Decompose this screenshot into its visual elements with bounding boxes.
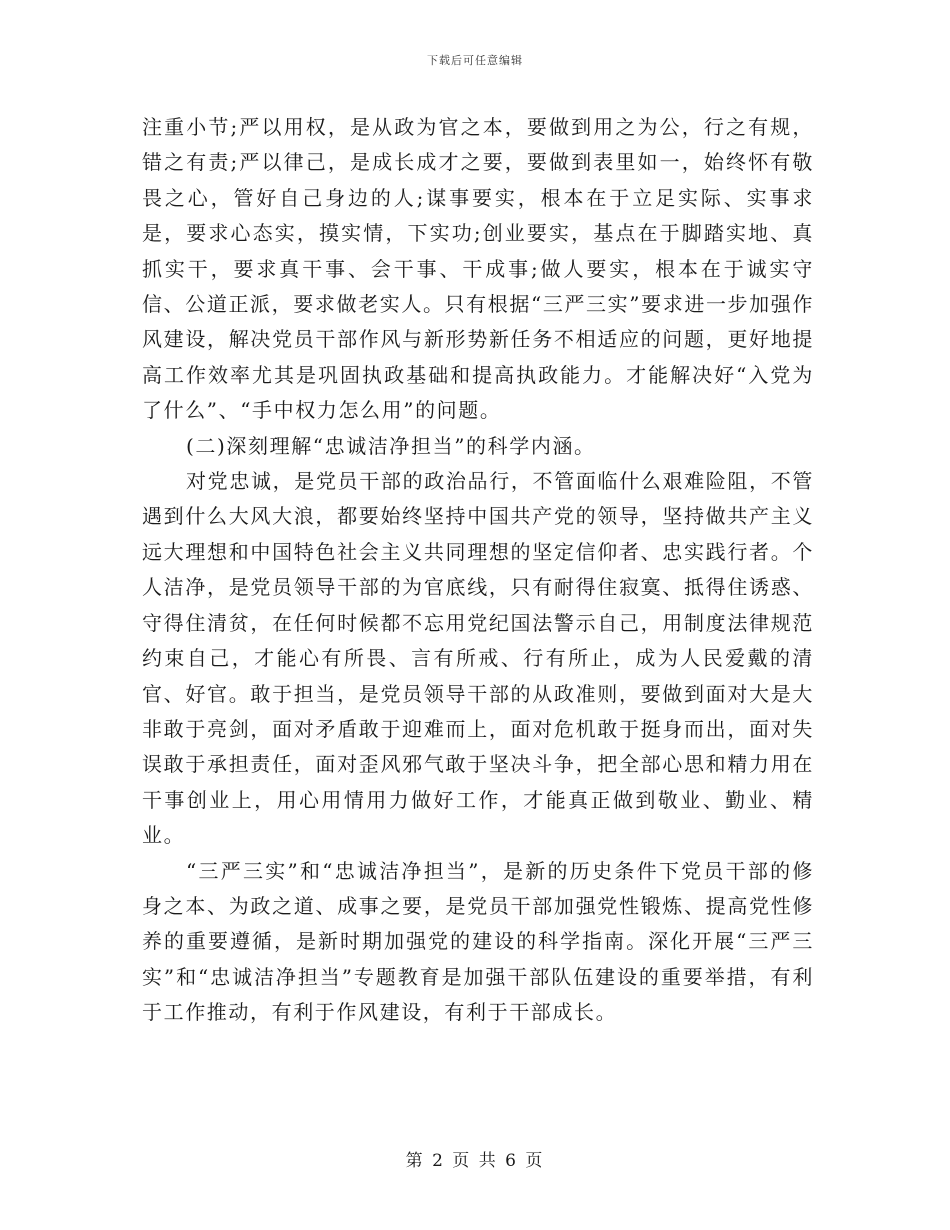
page-header: 下载后可任意编辑 (427, 54, 523, 67)
document-body (142, 110, 814, 1031)
body-paragraph-continued: 注重小节;严以用权，是从政为官之本，要做到用之为公，行之有规，错之有责;严以律己，是成长成才之要，要做到表里如一，始终怀有敬畏之心，管好自己身边的人;谋事要实，根本在于立足实际、实事求是，要求心态实，摸实情，下实功;创业要实，基点在于脚踏实地、真抓实干，要求真干事、会干事、干成事;做人要实，根本在于诚实守信、公道正派，要求做老实人。只有根据“三严三实”要求进一步加强作风建设，解决党员干部作风与新形势新任务不相适应的问题，更好地提高工作效率尤其是巩固执政基础和提高执政能力。才能解决好“入党为了什么”、“手中权力怎么用”的问题。 (142, 115, 814, 423)
page-number: 第 2 页 共 6 页 (405, 1151, 545, 1171)
section-heading: (二)深刻理解“忠诚洁净担当”的科学内涵。 (186, 433, 596, 458)
body-paragraph: “三严三实”和“忠诚洁净担当”，是新的历史条件下党员干部的修身之本、为政之道、成事之要，是党员干部加强党性锻炼、提高党性修养的重要遵循，是新时期加强党的建设的科学指南。深化开展“三严三实”和“忠诚洁净担当”专题教育是加强干部队伍建设的重要举措，有利于工作推动，有利于作风建设，有利于干部成长。 (142, 858, 814, 1025)
body-paragraph: 对党忠诚，是党员干部的政治品行，不管面临什么艰难险阻，不管遇到什么大风大浪，都要始终坚持中国共产党的领导，坚持做共产主义远大理想和中国特色社会主义共同理想的坚定信仰者、忠实践行者。个人洁净，是党员领导干部的为官底线，只有耐得住寂寞、抵得住诱惑、守得住清贫，在任何时候都不忘用党纪国法警示自己，用制度法律规范约束自己，才能心有所畏、言有所戒、行有所止，成为人民爱戴的清官、好官。敢于担当，是党员领导干部的从政准则，要做到面对大是大非敢于亮剑，面对矛盾敢于迎难而上，面对危机敢于挺身而出，面对失误敢于承担责任，面对歪风邪气敢于坚决斗争，把全部心思和精力用在干事创业上，用心用情用力做好工作，才能真正做到敬业、勤业、精业。 (142, 469, 814, 848)
